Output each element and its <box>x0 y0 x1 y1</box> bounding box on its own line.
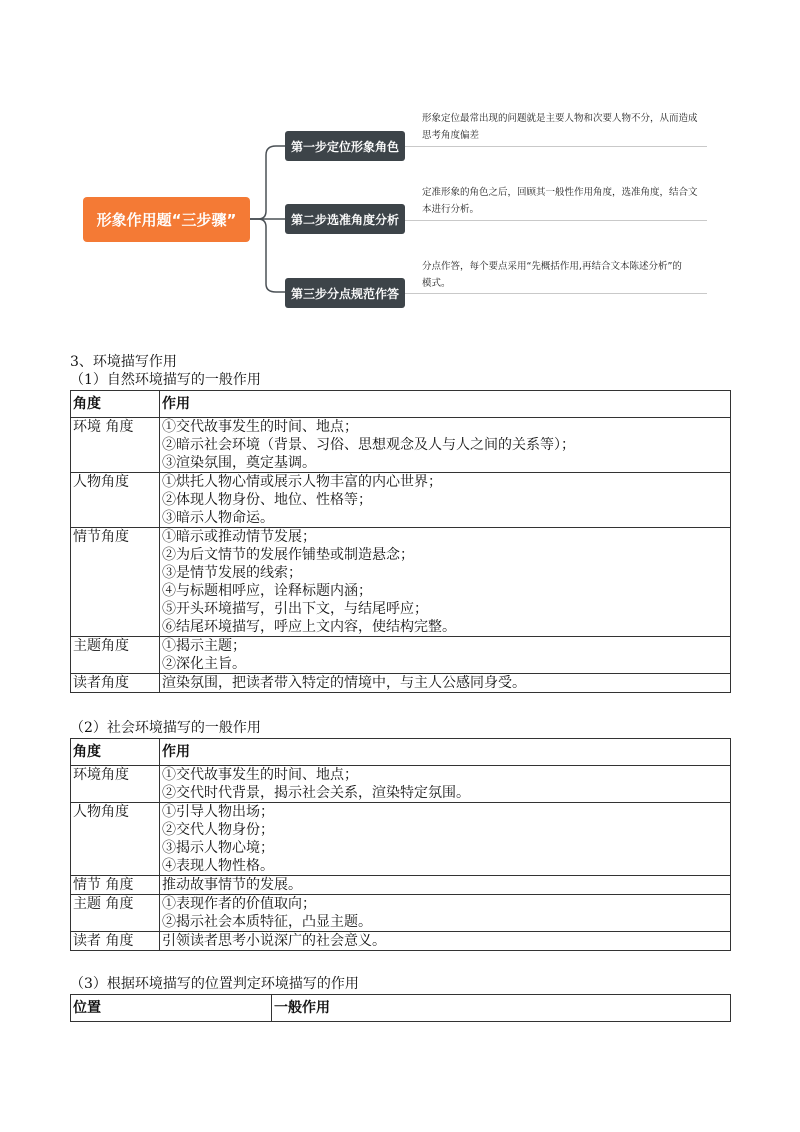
mindmap-step-1-note: 形象定位最常出现的问题就是主要人物和次要人物不分，从而造成 思考角度偏差 <box>422 113 698 141</box>
table-header-row <box>71 391 731 418</box>
table-row <box>71 473 731 528</box>
function-item: ③渲染氛围，奠定基调。 <box>162 455 316 471</box>
column-header-angle: 角度 <box>71 739 160 766</box>
row-angle: 环境 角度 <box>71 418 160 473</box>
row-functions <box>160 637 731 674</box>
subsection-3-title: （3）根据环境描写的位置判定环境描写的作用 <box>70 976 359 992</box>
column-header-general-function: 一般作用 <box>272 995 731 1022</box>
table-row <box>71 637 731 674</box>
row-functions <box>160 932 731 951</box>
table-row <box>71 803 731 876</box>
mindmap-step-2: 第二步选准角度分析 <box>285 204 405 234</box>
function-item: 引领读者思考小说深广的社会意义。 <box>162 933 386 949</box>
function-item: ①表现作者的价值取向； <box>162 896 316 912</box>
row-angle: 人物角度 <box>71 473 160 528</box>
function-item: ①交代故事发生的时间、地点； <box>162 419 358 435</box>
function-item: ③是情节发展的线索； <box>162 565 302 581</box>
function-item: ⑤开头环境描写，引出下文，与结尾呼应； <box>162 601 428 617</box>
row-angle: 主题 角度 <box>71 895 160 932</box>
position-table <box>70 994 731 1022</box>
function-item: ⑥结尾环境描写，呼应上文内容，使结构完整。 <box>162 619 456 635</box>
column-header-function: 作用 <box>160 739 731 766</box>
row-functions <box>160 803 731 876</box>
mindmap-note-line-1 <box>405 146 707 147</box>
row-angle: 主题角度 <box>71 637 160 674</box>
table-header-row <box>71 739 731 766</box>
function-item: ①烘托人物心情或展示人物丰富的内心世界； <box>162 474 442 490</box>
function-item: ③揭示人物心境； <box>162 840 274 856</box>
function-item: ①暗示或推动情节发展； <box>162 529 316 545</box>
table-row <box>71 932 731 951</box>
subsection-2-title: （2）社会环境描写的一般作用 <box>70 720 261 736</box>
row-angle: 读者角度 <box>71 674 160 693</box>
function-item: ①交代故事发生的时间、地点； <box>162 767 358 783</box>
mindmap-step-3-note: 分点作答，每个要点采用“先概括作用,再结合文本陈述分析”的 模式。 <box>422 261 682 289</box>
mindmap-note-line-3 <box>405 293 707 294</box>
mindmap-step-2-note: 定准形象的角色之后，回顾其一般性作用角度，选准角度，结合文 本进行分析。 <box>422 187 698 215</box>
natural-environment-table <box>70 390 731 693</box>
table-row <box>71 528 731 637</box>
function-item: ②体现人物身份、地位、性格等； <box>162 492 372 508</box>
function-item: ②暗示社会环境（背景、习俗、思想观念及人与人之间的关系等）； <box>162 437 575 453</box>
table-row <box>71 876 731 895</box>
column-header-position: 位置 <box>71 995 272 1022</box>
function-item: 渲染氛围，把读者带入特定的情境中，与主人公感同身受。 <box>162 675 526 691</box>
row-angle: 情节角度 <box>71 528 160 637</box>
mindmap-root: 形象作用题“三步骤” <box>83 197 250 242</box>
function-item: ②为后文情节的发展作铺垫或制造悬念； <box>162 547 414 563</box>
row-angle: 情节 角度 <box>71 876 160 895</box>
row-angle: 读者 角度 <box>71 932 160 951</box>
function-item: ④表现人物性格。 <box>162 858 274 874</box>
social-environment-table <box>70 738 731 951</box>
row-functions <box>160 674 731 693</box>
function-item: 推动故事情节的发展。 <box>162 877 302 893</box>
table-header-row <box>71 995 731 1022</box>
row-functions <box>160 766 731 803</box>
section-title: 3、环境描写作用 <box>70 354 177 370</box>
row-functions <box>160 473 731 528</box>
function-item: ①揭示主题； <box>162 638 246 654</box>
mindmap-step-1: 第一步定位形象角色 <box>285 131 405 161</box>
row-functions <box>160 528 731 637</box>
column-header-function: 作用 <box>160 391 731 418</box>
table-row <box>71 895 731 932</box>
table-row <box>71 418 731 473</box>
function-item: ②深化主旨。 <box>162 656 246 672</box>
row-functions <box>160 895 731 932</box>
mindmap-step-3: 第三步分点规范作答 <box>285 278 405 308</box>
mindmap-note-line-2 <box>405 220 707 221</box>
table-row <box>71 766 731 803</box>
function-item: ④与标题相呼应，诠释标题内涵； <box>162 583 372 599</box>
subsection-1-title: （1）自然环境描写的一般作用 <box>70 372 261 388</box>
row-angle: 环境角度 <box>71 766 160 803</box>
mind-map <box>0 0 800 330</box>
function-item: ③暗示人物命运。 <box>162 510 274 526</box>
function-item: ①引导人物出场； <box>162 804 274 820</box>
row-functions <box>160 876 731 895</box>
row-angle: 人物角度 <box>71 803 160 876</box>
row-functions <box>160 418 731 473</box>
table-row <box>71 674 731 693</box>
function-item: ②交代时代背景，揭示社会关系，渲染特定氛围。 <box>162 785 470 801</box>
function-item: ②揭示社会本质特征，凸显主题。 <box>162 914 372 930</box>
function-item: ②交代人物身份； <box>162 822 274 838</box>
column-header-angle: 角度 <box>71 391 160 418</box>
